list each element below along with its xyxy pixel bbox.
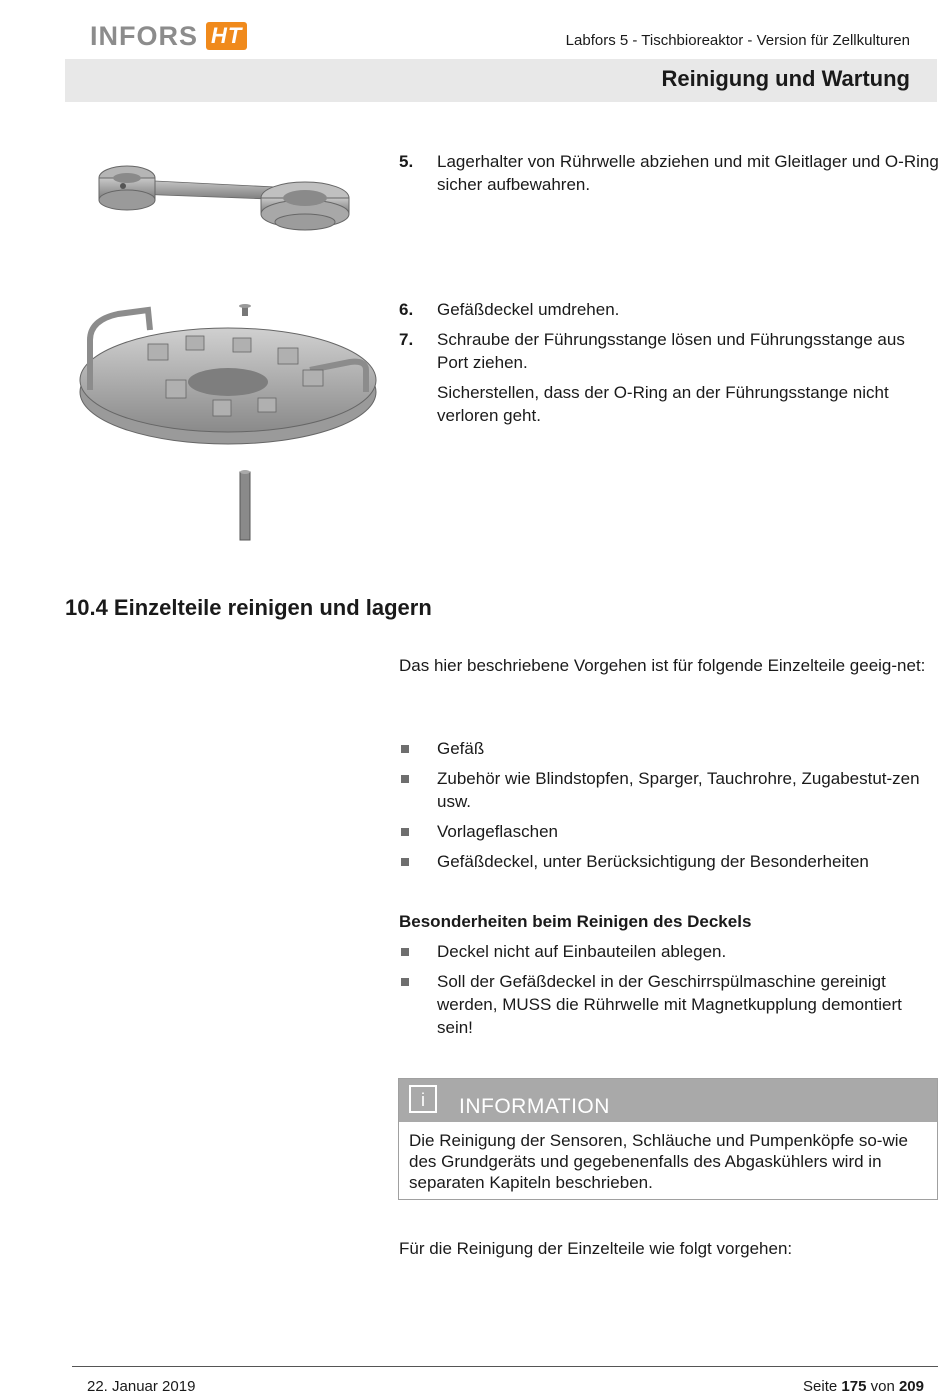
information-text: Die Reinigung der Sensoren, Schläuche und Pumpenköpfe so-wie des Grundgeräts und gegebenenfalls des Abgaskühlers wird in separaten Kapiteln beschrieben. xyxy=(409,1131,908,1192)
information-header xyxy=(399,1079,937,1122)
section-title: Reinigung und Wartung xyxy=(661,66,910,91)
step-number: 5. xyxy=(399,152,414,171)
list-item: Zubehör wie Blindstopfen, Sparger, Tauchrohre, Zugabestut-zen usw. xyxy=(399,767,939,813)
bullet-icon xyxy=(399,737,437,760)
bullet-icon xyxy=(399,850,437,873)
footer-date: 22. Januar 2019 xyxy=(87,1378,196,1395)
vessel-lid-illustration xyxy=(78,300,383,545)
step-number: 6. xyxy=(399,300,414,319)
step-7-note: Sicherstellen, dass der O-Ring an der Führungsstange nicht verloren geht. xyxy=(437,383,889,425)
list-item: Gefäßdeckel, unter Berücksichtigung der Besonderheiten xyxy=(399,850,939,873)
brand-logo xyxy=(90,20,247,52)
sub-heading: Besonderheiten beim Reinigen des Deckels xyxy=(399,912,752,931)
page-number: Seite 175 von 209 xyxy=(803,1378,924,1395)
section-heading: 10.4 Einzelteile reinigen und lagern xyxy=(65,595,432,620)
step-5 xyxy=(399,150,939,196)
bullet-icon xyxy=(399,940,437,963)
list-item: Gefäß xyxy=(399,737,939,760)
total-pages: 209 xyxy=(898,1378,924,1395)
bearing-holder-illustration xyxy=(95,150,355,240)
logo-badge: HT xyxy=(206,22,247,50)
bullet-icon xyxy=(399,767,437,813)
logo-text: INFORS xyxy=(90,20,199,51)
document-title: Labfors 5 - Tischbioreaktor - Version für Zellkulturen xyxy=(565,32,910,49)
step-6 xyxy=(399,298,939,321)
info-icon: i xyxy=(409,1085,437,1113)
step-text: Gefäßdeckel umdrehen. xyxy=(437,300,620,319)
section-intro: Das hier beschriebene Vorgehen ist für folgende Einzelteile geeig-net: xyxy=(399,656,926,675)
information-title: INFORMATION xyxy=(459,1095,610,1118)
step-text: Lagerhalter von Rührwelle abziehen und mit Gleitlager und O-Ring sicher aufbewahren. xyxy=(437,152,939,194)
list-item: Vorlageflaschen xyxy=(399,820,939,843)
closing-text: Für die Reinigung der Einzelteile wie folgt vorgehen: xyxy=(399,1239,793,1258)
information-box xyxy=(398,1078,938,1200)
step-text: Schraube der Führungsstange lösen und Führungsstange aus Port ziehen. xyxy=(437,330,905,372)
list-item: Deckel nicht auf Einbauteilen ablegen. xyxy=(399,940,939,963)
bullet-icon xyxy=(399,820,437,843)
step-number: 7. xyxy=(399,330,414,349)
step-7 xyxy=(399,328,939,374)
footer-divider xyxy=(72,1366,938,1367)
bullet-icon xyxy=(399,970,437,1039)
current-page: 175 xyxy=(841,1378,867,1395)
list-item: Soll der Gefäßdeckel in der Geschirrspülmaschine gereinigt werden, MUSS die Rührwelle mit Magnetkupplung demontiert sein! xyxy=(399,970,939,1039)
